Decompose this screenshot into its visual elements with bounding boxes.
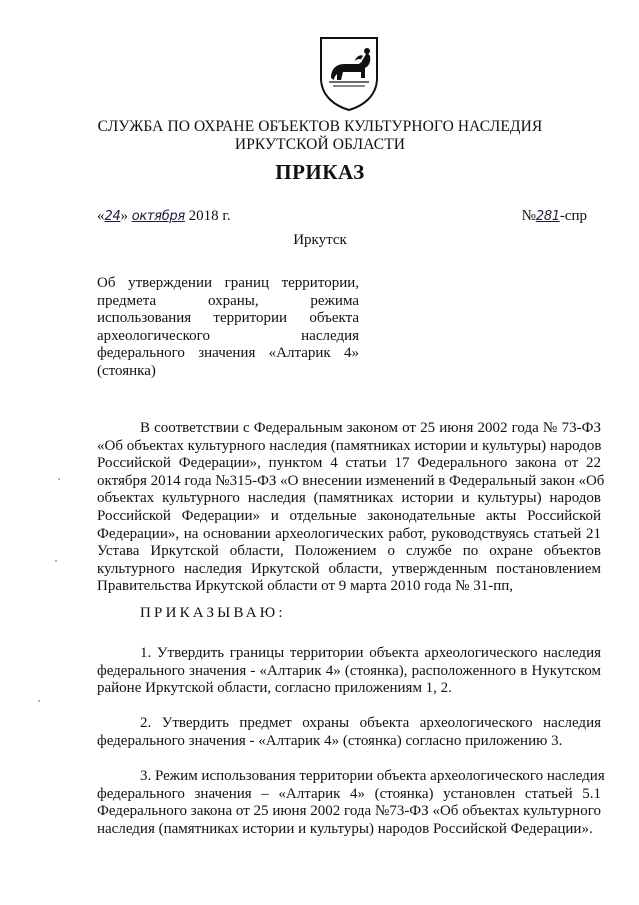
order-item-1 (97, 645, 601, 698)
preamble-line: Правительства Иркутской области от 9 марта 2010 года № 31-пп, (97, 578, 513, 595)
preamble-line: «Об объектах культурного наследия (памятниках истории и культуры) народов (97, 437, 602, 454)
subject-line: Об утверждении границ территории, (97, 275, 359, 291)
order-item-2 (97, 715, 601, 750)
number-suffix: -спр (559, 208, 587, 224)
handwritten-day: 24 (104, 209, 121, 224)
order-number (522, 208, 587, 225)
document-title: ПРИКАЗ (275, 160, 365, 184)
subject-line: федерального значения «Алтарик 4» (97, 345, 359, 362)
item-line: федерального значения - «Алтарик 4» (стоянка), расположенного в Нукутском (97, 662, 601, 679)
item-line: 3. Режим использования территории объекта археологического наследия (140, 768, 605, 784)
item-line: 2. Утвердить предмет охраны объекта археологического наследия (140, 715, 601, 731)
subject-line: использования территории объекта (97, 310, 359, 327)
preamble-line: Российской Федерации» и отдельные законодательные акты Российской (97, 507, 601, 524)
subject-line: предмета охраны, режима (97, 292, 359, 309)
preamble-line: Устава Иркутской области, Положением о службе по охране объектов (97, 543, 601, 560)
scan-speck (55, 560, 57, 562)
order-date (97, 208, 231, 225)
date-open-quote: « (97, 208, 105, 224)
order-item-3 (97, 768, 605, 838)
coat-of-arms-emblem (317, 34, 381, 112)
date-close-quote: » (120, 208, 128, 224)
item-line: 1. Утвердить границы территории объекта археологического наследия (140, 645, 601, 661)
date-year: 2018 г. (188, 208, 231, 224)
item-line: Федерального закона от 25 июня 2002 года №73-ФЗ «Об объектах культурного (97, 803, 601, 820)
preamble-line: Российской Федерации», пунктом 4 статьи 17 Федерального закона от 22 (97, 455, 601, 472)
handwritten-month: октября (131, 209, 185, 224)
order-subject (97, 275, 359, 381)
order-directive: ПРИКАЗЫВАЮ: (140, 605, 286, 621)
preamble-paragraph (97, 420, 605, 596)
handwritten-number: 281 (535, 209, 560, 224)
item-line: районе Иркутской области, согласно приложениям 1, 2. (97, 680, 452, 697)
item-line: наследия (памятниках истории и культуры) народов Российской Федерации». (97, 820, 593, 837)
organization-name-line2: ИРКУТСКОЙ ОБЛАСТИ (234, 136, 406, 153)
scan-speck (58, 478, 60, 480)
scan-speck (38, 700, 40, 702)
preamble-line: октября 2014 года №315-ФЗ «О внесении изменений в Федеральный закон «Об (97, 472, 605, 489)
item-line: федерального значения – «Алтарик 4» (стоянка) установлен статьей 5.1 (97, 785, 601, 802)
preamble-line: В соответствии с Федеральным законом от 25 июня 2002 года № 73-ФЗ (140, 420, 601, 436)
babr-emblem-icon (317, 34, 381, 112)
item-line: федерального значения - «Алтарик 4» (стоянка) согласно приложению 3. (97, 732, 563, 749)
preamble-line: объектах культурного наследия (памятниках истории и культуры) народов (97, 490, 601, 507)
city: Иркутск (293, 232, 347, 248)
organization-name-line1: СЛУЖБА ПО ОХРАНЕ ОБЪЕКТОВ КУЛЬТУРНОГО НАСЛЕДИЯ (97, 118, 543, 135)
preamble-line: культурного наследия Иркутской области, утвержденным постановлением (97, 560, 601, 577)
subject-line: (стоянка) (97, 362, 156, 379)
number-sign: № (521, 208, 536, 224)
subject-line: археологического наследия (97, 327, 359, 344)
preamble-line: Федерации», на основании археологических работ, руководствуясь статьей 21 (97, 525, 601, 542)
